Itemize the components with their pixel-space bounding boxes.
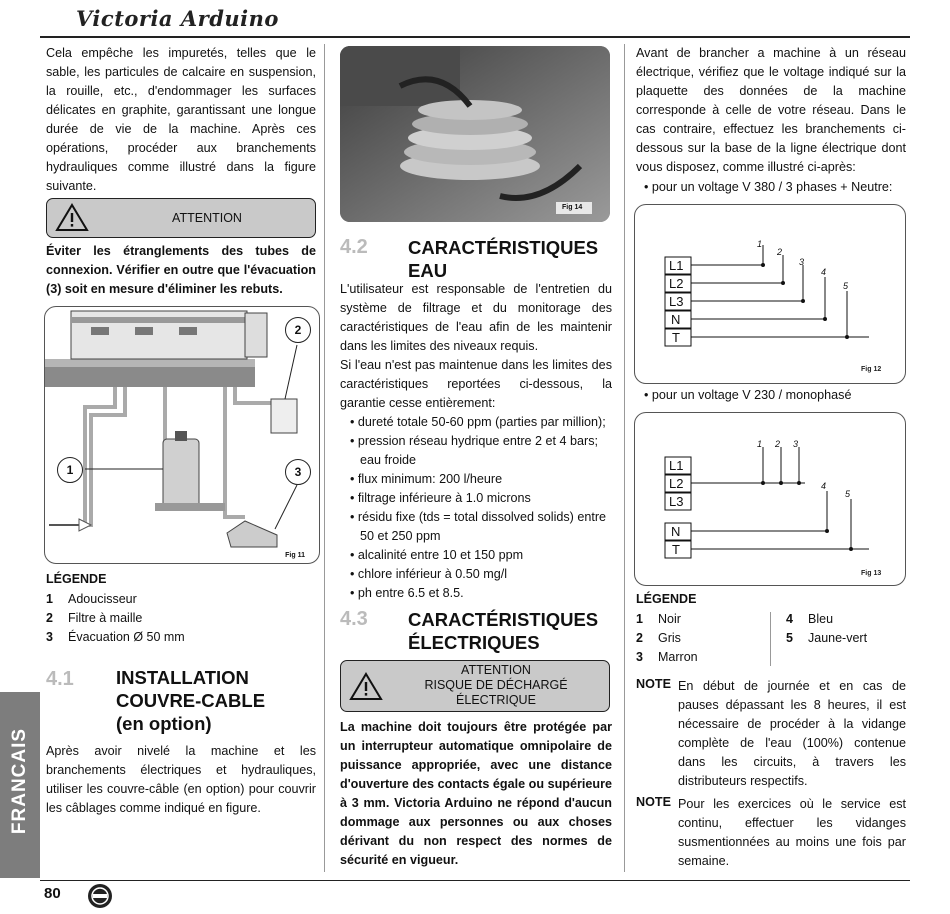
water-spec-list xyxy=(344,413,612,603)
plumbing-diagram xyxy=(45,307,319,563)
section-paragraph: Après avoir nivelé la machine et les branchements électriques et hydrauliques, utiliser les couvre-câble (en option) pour couvrir les câblages comme indiqué en figure. xyxy=(46,744,316,815)
column-divider xyxy=(324,44,325,872)
terminal-label: T xyxy=(672,330,680,345)
wire-number: 3 xyxy=(793,439,799,449)
wire-number: 3 xyxy=(799,257,805,267)
footer-rule xyxy=(40,880,910,881)
photo-figure xyxy=(340,46,610,222)
section-title: INSTALLATION COUVRE-CABLE (en option) xyxy=(116,667,266,734)
section-number: 4.2 xyxy=(340,236,368,258)
warning-text: La machine doit toujours être protégée par un interrupteur automatique omnipolaire de puissance appropriée, avec une distance d'ouverture des contacts égale ou supérieure à 3 mm. Victoria Arduino ne répond d'aucun dommage aux personnes ou aux choses dérivant du non respect des normes de sécurité en vigueur. xyxy=(340,720,612,867)
language-label: FRANCAIS xyxy=(9,727,30,835)
section-title: CARACTÉRISTIQUES EAU xyxy=(408,237,599,281)
page-number: 80 xyxy=(44,885,61,902)
bullet-230: • pour un voltage V 230 / monophasé xyxy=(644,388,852,402)
list-item: • flux minimum: 200 l/heure xyxy=(344,470,612,489)
wiring-diagram-230 xyxy=(635,413,905,585)
legend-item: 2 Filtre à maille xyxy=(46,611,143,625)
wire-number: 2 xyxy=(775,439,781,449)
legend-divider xyxy=(770,612,771,666)
list-item: • chlore inférieur à 0.50 mg/l xyxy=(344,565,612,584)
wire-number: 4 xyxy=(821,481,827,491)
figure-caption: Fig 13 xyxy=(861,570,882,577)
warning-triangle-icon xyxy=(55,202,89,232)
figure-caption: Fig 11 xyxy=(285,552,305,559)
legend-item: 1 Noir xyxy=(636,612,681,626)
wire-number: 5 xyxy=(843,281,849,291)
legend-title: LÉGENDE xyxy=(46,572,107,586)
legend-item: 3 Marron xyxy=(636,650,698,664)
legend-item: 1 Adoucisseur xyxy=(46,592,137,606)
terminal-label: L3 xyxy=(669,494,684,509)
list-item: • alcalinité entre 10 et 150 ppm xyxy=(344,546,612,565)
paragraph: L'utilisateur est responsable de l'entretien du système de filtrage et du monitorage des caractéristiques de l'eau afin de les maintenir dans les limites des niveaux requis. xyxy=(340,282,612,353)
note-label: NOTE xyxy=(636,677,671,691)
list-item: • filtrage inférieure à 1.0 microns xyxy=(344,489,612,508)
terminal-label: L3 xyxy=(669,294,684,309)
wire-number: 5 xyxy=(845,489,851,499)
terminal-label: L1 xyxy=(669,258,684,273)
legend-item: 2 Gris xyxy=(636,631,681,645)
wiring-figure-230 xyxy=(634,412,906,586)
note-label: NOTE xyxy=(636,795,671,809)
terminal-label: L2 xyxy=(669,476,684,491)
list-item: • pression réseau hydrique entre 2 et 4 bars; eau froide xyxy=(344,432,612,470)
intro-paragraph: Avant de brancher a machine à un réseau électrique, vérifiez que le voltage indiqué sur la plaquette des données de la machine corresponde à celle de votre réseau. Dans le cas contraire, effectuez les branchements ci-dessous sur la base de la ligne électrique dont vous disposez, comme illustré ci-après: xyxy=(636,46,906,174)
wiring-figure-380 xyxy=(634,204,906,384)
legend-item: 5 Jaune-vert xyxy=(786,631,868,645)
terminal-label: L2 xyxy=(669,276,684,291)
plumbing-figure xyxy=(44,306,320,564)
attention-box xyxy=(340,660,610,712)
callout-1: 1 xyxy=(57,457,83,483)
list-item: • ph entre 6.5 et 8.5. xyxy=(344,584,612,603)
brand-logo: Victoria Arduino xyxy=(76,6,279,31)
column-divider xyxy=(624,44,625,872)
warning-text: Éviter les étranglements des tubes de connexion. Vérifier en outre que l'évacuation (3) soit en mesure d'éliminer les rebuts. xyxy=(46,244,316,296)
wire-number: 2 xyxy=(777,247,783,257)
list-item: • résidu fixe (tds = total dissolved solids) entre 50 et 250 ppm xyxy=(344,508,612,546)
note-text: En début de journée et en cas de pauses dépassant les 8 heures, il est nécessaire de procéder à la vidange complète de l'eau (100%) contenue dans les circuits, à travers les distributeurs respectifs. xyxy=(678,679,906,788)
legend-title: LÉGENDE xyxy=(636,592,697,606)
section-number: 4.1 xyxy=(46,668,74,690)
attention-label: ATTENTION xyxy=(172,211,242,225)
intro-paragraph: Cela empêche les impuretés, telles que le sable, les particules de calcaire en suspension, la rouille, etc., d'endommager les surfaces délicates en graphite, garantissant une longue durée de vie de la machine. Après ces opérations, procéder aux branchements hydrauliques comme illustré dans la figure suivante. xyxy=(46,46,316,193)
callout-3: 3 xyxy=(285,459,311,485)
terminal-label: L1 xyxy=(669,458,684,473)
figure-caption: Fig 12 xyxy=(861,366,882,373)
header-rule xyxy=(40,36,910,38)
terminal-label: T xyxy=(672,542,680,557)
warning-triangle-icon xyxy=(349,671,383,701)
attention-box xyxy=(46,198,316,238)
wire-number: 1 xyxy=(757,239,763,249)
paragraph: Si l'eau n'est pas maintenue dans les limites des caractéristiques reportées ci-dessous, la garantie cesse entièrement: xyxy=(340,358,612,410)
section-title: CARACTÉRISTIQUES ÉLECTRIQUES xyxy=(408,609,599,653)
wiring-diagram-380 xyxy=(635,205,905,383)
language-tab xyxy=(0,692,40,878)
list-item: • dureté totale 50-60 ppm (parties par million); xyxy=(344,413,612,432)
photo-caption: Fig 14 xyxy=(562,204,583,211)
filter-photo xyxy=(340,46,610,222)
brand-emblem-icon xyxy=(86,882,114,910)
bullet-380: • pour un voltage V 380 / 3 phases + Neutre: xyxy=(644,180,893,194)
terminal-label: N xyxy=(671,524,681,539)
wire-number: 4 xyxy=(821,267,827,277)
section-number: 4.3 xyxy=(340,608,368,630)
terminal-label: N xyxy=(671,312,681,327)
attention-label: ATTENTION RISQUE DE DÉCHARGÉ ÉLECTRIQUE xyxy=(424,663,568,707)
note-text: Pour les exercices où le service est continu, effectuer les vidanges susmentionnées au moins une fois par semaine. xyxy=(678,797,906,868)
wire-number: 1 xyxy=(757,439,763,449)
callout-2: 2 xyxy=(285,317,311,343)
legend-item: 4 Bleu xyxy=(786,612,834,626)
legend-item: 3 Évacuation Ø 50 mm xyxy=(46,630,185,644)
